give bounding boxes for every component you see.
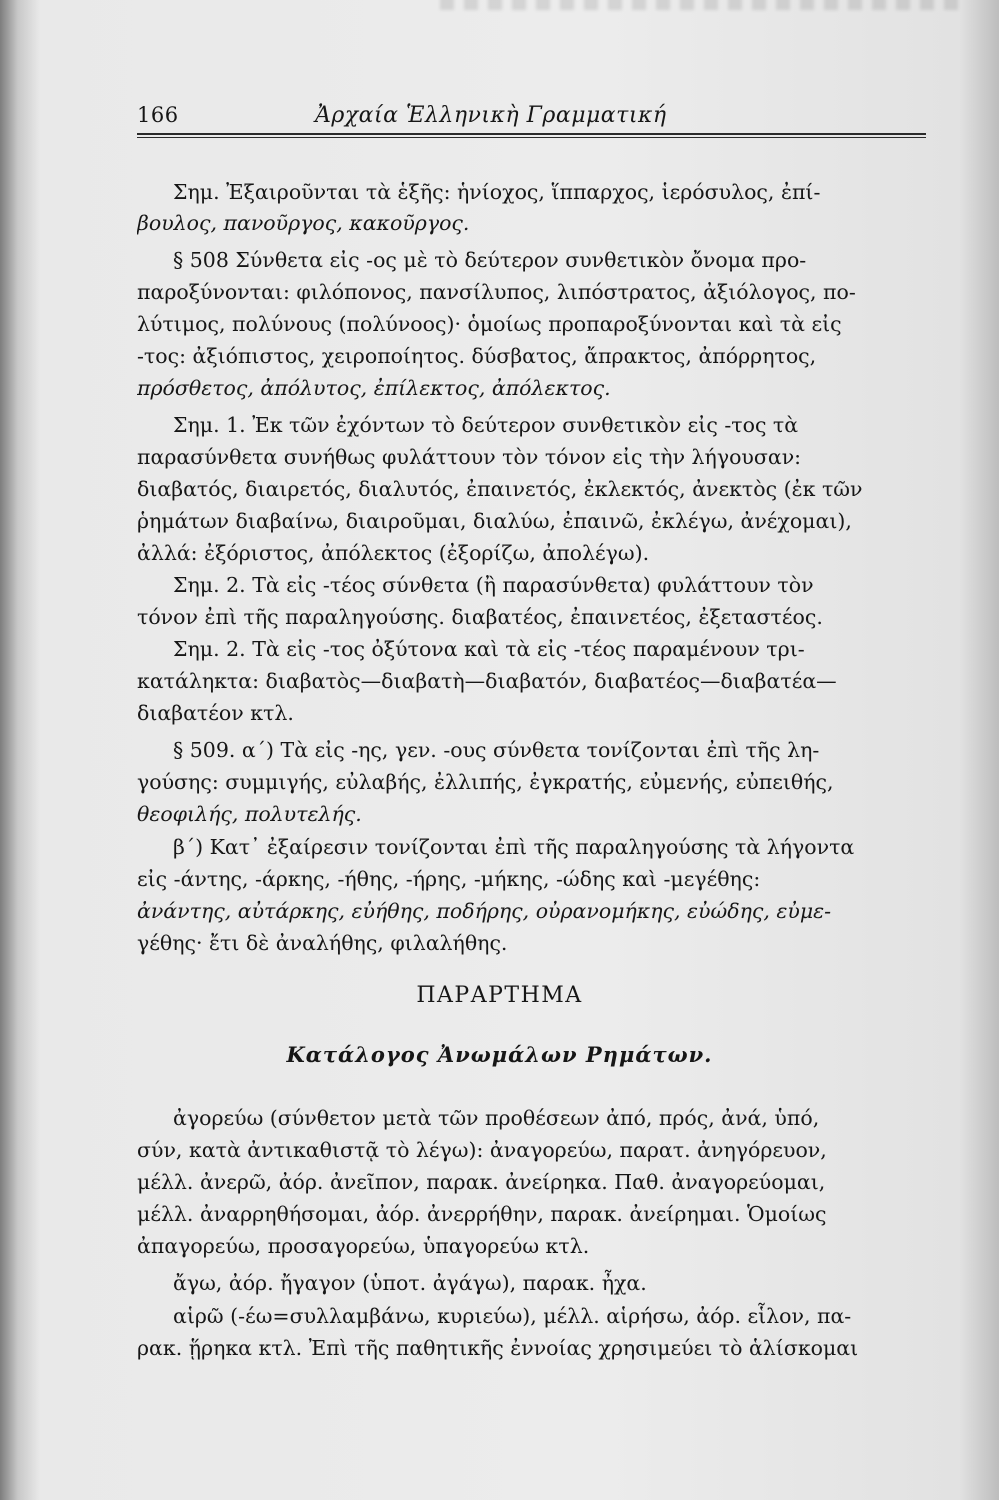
appendix-subheading: Κατάλογος Ἀνωμάλων Ρημάτων. — [286, 1042, 713, 1067]
text-line: μέλλ. ἀνερῶ, ἀόρ. ἀνεῖπον, παρακ. ἀνείρηκα. Παθ. ἀναγορεύομαι, — [137, 1170, 826, 1194]
text-line: ἀπαγορεύω, προσαγορεύω, ὑπαγορεύω κτλ. — [137, 1234, 590, 1258]
text-line: παρασύνθετα συνήθως φυλάττουν τὸν τόνον εἰς τὴν λήγουσαν: — [137, 445, 802, 469]
text-line: παροξύνονται: φιλόπονος, πανσίλυπος, λιπόστρατος, ἀξιόλογος, πο- — [137, 280, 856, 304]
text-line: εἰς -άντης, -άρκης, -ήθης, -ήρης, -μήκης, -ώδης καὶ -μεγέθης: — [137, 867, 761, 891]
text-line: λύτιμος, πολύνους (πολύνοος)· ὁμοίως προπαροξύνονται καὶ τὰ εἰς — [137, 312, 842, 336]
text-line: ἀγορεύω (σύνθετον μετὰ τῶν προθέσεων ἀπό, πρός, ἀνά, ὑπό, — [173, 1106, 820, 1130]
text-line: μέλλ. ἀναρρηθήσομαι, ἀόρ. ἀνερρήθην, παρακ. ἀνείρημαι. Ὁμοίως — [137, 1202, 827, 1226]
text-line: σύν, κατὰ ἀντικαθιστᾷ τὸ λέγω): ἀναγορεύω, παρατ. ἀνηγόρευον, — [137, 1138, 827, 1162]
text-line: § 508 Σύνθετα εἰς -ος μὲ τὸ δεύτερον συνθετικὸν ὄνομα προ- — [173, 248, 807, 272]
text-line: διαβατέον κτλ. — [137, 701, 294, 725]
text-line: Σημ. Ἐξαιροῦνται τὰ ἑξῆς: ἡνίοχος, ἵππαρχος, ἱερόσυλος, ἐπί- — [173, 180, 821, 204]
text-line: αἱρῶ (-έω=συλλαμβάνω, κυριεύω), μέλλ. αἱρήσω, ἀόρ. εἷλον, πα- — [173, 1304, 852, 1328]
text-line: ἀνάντης, αὐτάρκης, εὐήθης, ποδήρης, οὐρανομήκης, εὐώδης, εὐμε- — [137, 899, 832, 923]
page-number: 166 — [137, 103, 179, 127]
text-line: τόνον ἐπὶ τῆς παραληγούσης. διαβατέος, ἐπαινετέος, ἐξεταστέος. — [137, 605, 823, 629]
text-line: ῥημάτων διαβαίνω, διαιροῦμαι, διαλύω, ἐπαινῶ, ἐκλέγω, ἀνέχομαι), — [137, 509, 852, 533]
text-line: § 509. α΄) Τὰ εἰς -ης, γεν. -ους σύνθετα τονίζονται ἐπὶ τῆς λη- — [173, 738, 820, 762]
text-line: Σημ. 2. Τὰ εἰς -τος ὀξύτονα καὶ τὰ εἰς -τέος παραμένουν τρι- — [173, 637, 805, 661]
text-line: γούσης: συμμιγής, εὐλαβής, ἐλλιπής, ἐγκρατής, εὐμενής, εὐπειθής, — [137, 770, 834, 794]
header-rule-thin — [137, 137, 926, 138]
running-title: Ἀρχαία Ἑλληνικὴ Γραμματική — [315, 103, 667, 128]
text-line: γέθης· ἔτι δὲ ἀναλήθης, φιλαλήθης. — [137, 931, 508, 955]
page-header — [137, 103, 927, 133]
text-line: θεοφιλής, πολυτελής. — [137, 802, 362, 826]
text-line: β΄) Κατ᾿ ἐξαίρεσιν τονίζονται ἐπὶ τῆς παραληγούσης τὰ λήγοντα — [173, 835, 855, 859]
header-rule — [137, 133, 926, 135]
text-line: ἀλλά: ἐξόριστος, ἀπόλεκτος (ἐξορίζω, ἀπολέγω). — [137, 541, 650, 565]
text-line: Σημ. 1. Ἐκ τῶν ἐχόντων τὸ δεύτερον συνθετικὸν εἰς -τος τὰ — [173, 413, 799, 437]
bleed-through-text — [440, 0, 960, 10]
appendix-heading: ΠΑΡΑΡΤΗΜΑ — [416, 983, 583, 1008]
text-line: πρόσθετος, ἀπόλυτος, ἐπίλεκτος, ἀπόλεκτος. — [137, 376, 611, 400]
text-line: βουλος, πανοῦργος, κακοῦργος. — [137, 211, 470, 235]
text-line: διαβατός, διαιρετός, διαλυτός, ἐπαινετός, ἐκλεκτός, ἀνεκτὸς (ἐκ τῶν — [137, 477, 863, 501]
text-line: ἄγω, ἀόρ. ἤγαγον (ὑποτ. ἀγάγω), παρακ. ἦχα. — [173, 1271, 647, 1295]
text-line: ρακ. ᾕρηκα κτλ. Ἐπὶ τῆς παθητικῆς ἐννοίας χρησιμεύει τὸ ἁλίσκομαι — [137, 1336, 859, 1360]
text-line: -τος: ἀξιόπιστος, χειροποίητος. δύσβατος, ἄπρακτος, ἀπόρρητος, — [137, 344, 817, 368]
text-line: Σημ. 2. Τὰ εἰς -τέος σύνθετα (ἢ παρασύνθετα) φυλάττουν τὸν — [173, 573, 814, 597]
text-line: κατάληκτα: διαβατὸς—διαβατὴ—διαβατόν, διαβατέος—διαβατέα— — [137, 669, 837, 693]
